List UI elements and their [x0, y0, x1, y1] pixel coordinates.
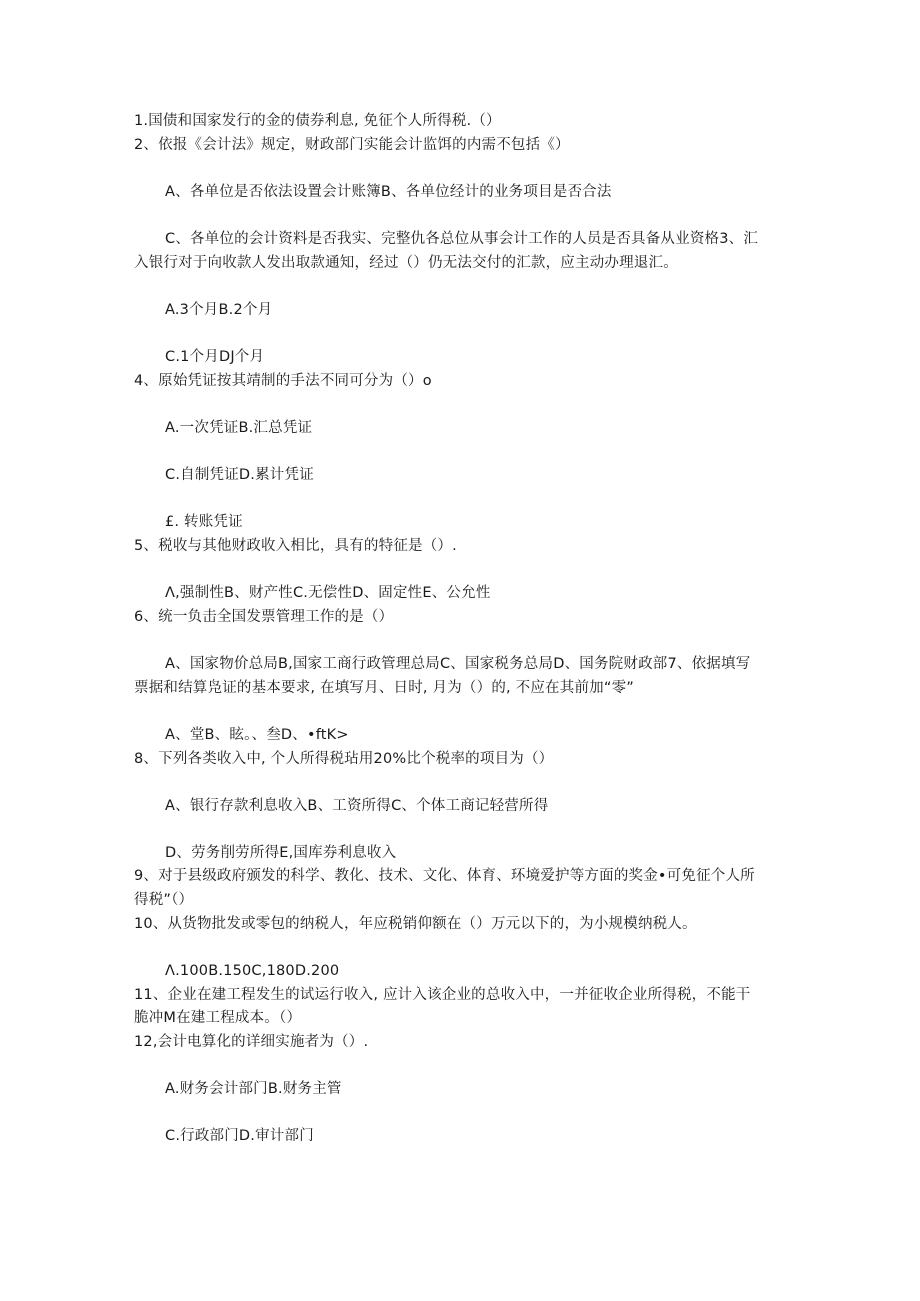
question-12-options-cd: C.行政部门D.审计部门 [165, 1128, 314, 1144]
question-11: 11、企业在建工程发生的试运行收入, 应计入该企业的总收入中，一并征收企业所得税，不能干 [134, 987, 751, 1003]
question-11-continued: 脆冲M在建工程成本。（） [134, 1010, 302, 1026]
question-5-options: Λ,强制性B、财产性C.无偿性D、固定性E、公允性 [165, 585, 491, 601]
question-8: 8、下列各类收入中, 个人所得税玷用20%比个税率的项目为（） [134, 751, 554, 767]
question-5: 5、税收与其他财政收入相比，具有的特征是（）. [134, 538, 457, 554]
question-9: 9、对于县级政府颁发的科学、教化、技术、文化、体育、环境爱护等方面的奖金•可免征个人所 [134, 868, 755, 884]
question-10: 10、从货物批发或零包的纳税人，年应税销仰额在（）万元以下的，为小规模纳税人。 [134, 916, 697, 932]
question-3-continued: 入银行对于向收款人发出取款通知，经过（）仍无法交付的汇款，应主动办理退汇。 [134, 255, 678, 271]
question-1: 1.国债和国家发行的金的债券利息, 免征个人所得税.（） [134, 113, 501, 129]
question-10-options: Λ.100B.150C,180D.200 [165, 963, 340, 979]
question-4: 4、原始凭证按其靖制的手法不同可分为（）o [134, 373, 432, 389]
question-6-options: A、国家物价总局B,国家工商行政管理总局C、国家税务总局D、国务院财政部7、依据填写 [165, 656, 751, 672]
question-7-continued: 票据和结算凫证的基本要求, 在填写月、日时, 月为（）的, 不应在其前加“零” [134, 680, 634, 696]
question-2: 2、依报《会计法》规定，财政部门实能会计监饵的内需不包括《） [134, 137, 570, 153]
question-4-option-e: £. 转账凭证 [165, 514, 243, 530]
question-4-options-cd: C.自制凭证D.累计凭证 [165, 467, 314, 483]
question-4-options-ab: A.一次凭证B.汇总凭证 [165, 420, 313, 436]
question-8-options-abc: A、银行存款利息收入B、工资所得C、个体工商记轻营所得 [165, 798, 549, 814]
question-2-options-ab: A、各单位是否依法设置会计账簿B、各单位经计的业务项目是否合法 [165, 184, 612, 200]
question-12: 12,会计电算化的详细实施者为（）. [134, 1034, 369, 1050]
question-8-options-de: D、劳务削劳所得E,国库券利息收入 [165, 845, 397, 861]
question-3-options-cd: C.1个月DJ个月 [165, 349, 265, 365]
question-3-options-ab: A.3个月B.2个月 [165, 302, 273, 318]
question-6: 6、统一负击全国发票管理工作的是（） [134, 609, 394, 625]
question-7-options: A、堂B、眩。、叁D、•ftK> [165, 727, 349, 743]
question-9-continued: 得税”（） [134, 892, 194, 908]
question-2-option-c: C、各单位的会计资料是否我实、完整仇各总位从事会计工作的人员是否具备从业资格3、汇 [165, 231, 759, 247]
question-12-options-ab: A.财务会计部门B.财务主管 [165, 1081, 342, 1097]
